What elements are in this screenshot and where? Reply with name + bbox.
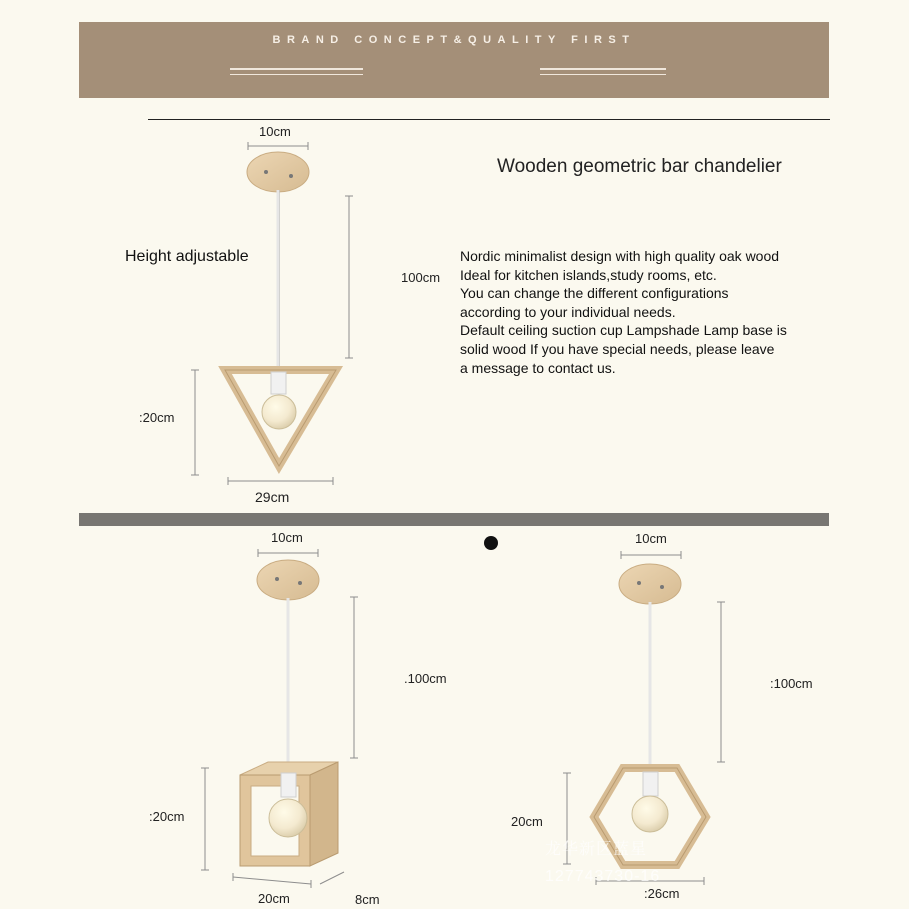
cord-length-label: :100cm (770, 676, 813, 691)
base-diameter-label: 10cm (635, 531, 667, 546)
canopy-screw (289, 174, 293, 178)
base-diameter-label: 10cm (259, 124, 291, 139)
description-line: Ideal for kitchen islands,study rooms, etc. (460, 266, 717, 283)
canopy-screw (637, 581, 641, 585)
lamp-socket (281, 773, 296, 797)
frame-width-label: 29cm (255, 489, 290, 505)
product-title: Wooden geometric bar chandelier (497, 156, 782, 177)
watermark-number: 127743730-16 (545, 868, 661, 885)
triangle-lamp (225, 152, 336, 466)
square-lamp (240, 560, 338, 866)
square-frame-side (310, 762, 338, 866)
description-line: Default ceiling suction cup Lampshade Lamp base is (460, 322, 787, 339)
description-line: You can change the different configurations (460, 285, 729, 302)
light-bulb (269, 799, 307, 837)
canopy-screw (264, 170, 268, 174)
light-bulb (632, 796, 668, 832)
frame-height-label: :20cm (139, 410, 175, 425)
hexagon-lamp (594, 564, 706, 865)
cord-length-label: .100cm (404, 671, 447, 686)
ceiling-canopy (247, 152, 309, 192)
light-bulb (262, 395, 296, 429)
frame-width-label: 20cm (258, 891, 290, 906)
description-line: solid wood If you have special needs, please leave (460, 340, 775, 357)
base-diameter-label: 10cm (271, 530, 303, 545)
lamp-socket (643, 772, 658, 796)
watermark-text: 龙华新区蓝星 (545, 841, 648, 858)
description-line: Nordic minimalist design with high quality oak wood (460, 248, 780, 264)
frame-height-label: :20cm (149, 809, 185, 824)
frame-width-label: :26cm (644, 886, 680, 901)
canopy-screw (660, 585, 664, 589)
frame-depth-label: 8cm (355, 892, 380, 907)
height-adjustable-note: Height adjustable (125, 248, 249, 265)
ceiling-canopy (257, 560, 319, 600)
description-line: a message to contact us. (460, 359, 616, 376)
ceiling-canopy (619, 564, 681, 604)
canopy-screw (275, 577, 279, 581)
lamp-socket (271, 372, 286, 394)
canopy-screw (298, 581, 302, 585)
description-line: according to your individual needs. (460, 303, 676, 320)
cord-length-label: 100cm (401, 270, 441, 285)
brand-slogan: BRAND CONCEPT&QUALITY FIRST (272, 34, 636, 46)
frame-height-label: 20cm (511, 814, 543, 829)
